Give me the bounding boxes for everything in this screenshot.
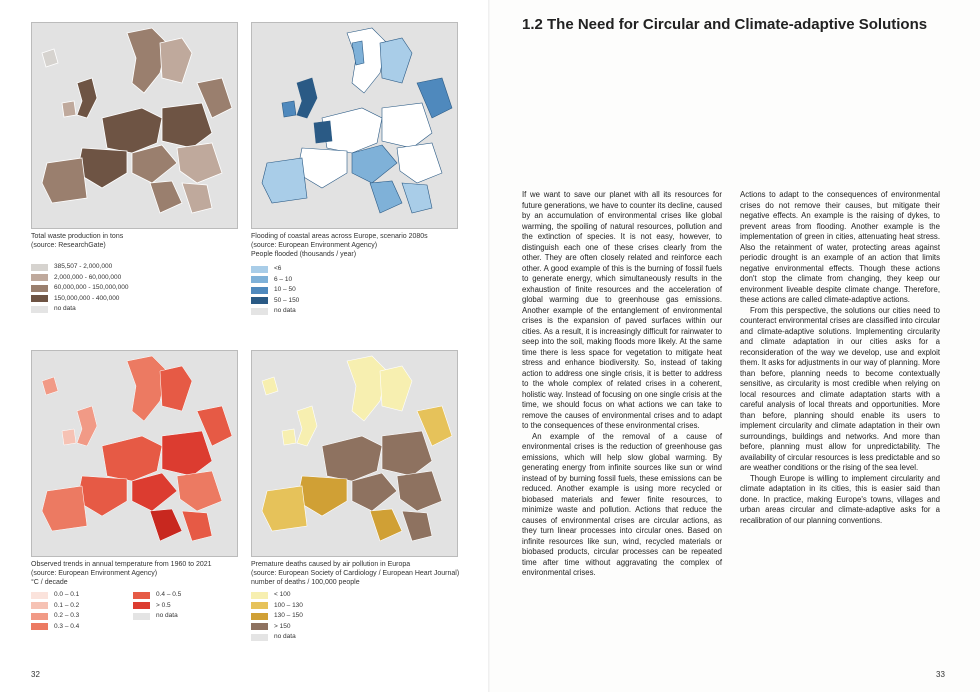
air-pollution-map-caption [251, 560, 461, 587]
legend-swatch [133, 602, 150, 609]
legend-label: 10 – 50 [274, 286, 296, 294]
caption-line: number of deaths / 100,000 people [251, 579, 360, 586]
temperature-legend-col2 [133, 590, 181, 622]
legend-item [133, 611, 181, 622]
caption-line: Flooding of coastal areas across Europe, scenario 2080s [251, 233, 428, 240]
temperature-legend-col1 [31, 590, 79, 632]
legend-swatch [251, 308, 268, 315]
legend-label: 150,000,000 - 400,000 [54, 294, 120, 302]
legend-label: 0.4 – 0.5 [156, 591, 182, 599]
page-number-right: 33 [936, 670, 945, 679]
caption-line: (source: European Environment Agency) [31, 570, 158, 577]
legend-item [251, 275, 299, 286]
flooding-map [251, 22, 458, 229]
legend-label: > 0.5 [156, 601, 171, 609]
legend-label: 130 – 150 [274, 612, 303, 620]
legend-swatch [251, 613, 268, 620]
legend-swatch [251, 266, 268, 273]
flooding-map-caption [251, 232, 461, 259]
caption-line: Observed trends in annual temperature from 1960 to 2021 [31, 561, 212, 568]
paragraph: Though Europe is willing to implement circularity and climate adaptation in its cities, this is easier said than done. In practice, making Europe's towns, villages and urban areas circular and climate-adaptive asks for a recalibration of our planning conventions. [740, 473, 940, 525]
waste-map [31, 22, 238, 229]
paragraph: Actions to adapt to the consequences of environmental crises do not remove their causes, but mitigate their negative effects. An example is the raising of dykes, to prevent areas from flooding. Another example is the implementation of green in cities, attenuating heat stress. Also the retainment of water, protecting areas against periodic drought is an example of an action that limits negative environmental effects. Though these actions don't stop the climate from changing, they keep our environment liveable despite climate change. Therefore, these actions are called climate-adaptive actions. [740, 190, 940, 304]
legend-label: 2,000,000 - 60,000,000 [54, 273, 122, 281]
legend-item [251, 611, 303, 622]
legend-label: no data [274, 307, 296, 315]
legend-label: > 150 [274, 622, 291, 630]
temperature-map-caption [31, 560, 241, 587]
legend-swatch [251, 287, 268, 294]
legend-item [31, 611, 79, 622]
legend-swatch [31, 613, 48, 620]
section-heading: 1.2 The Need for Circular and Climate-adaptive Solutions [522, 16, 928, 33]
legend-swatch [31, 306, 48, 313]
legend-item [31, 294, 128, 305]
caption-line: Premature deaths caused by air pollution in Europa [251, 561, 411, 568]
legend-item [133, 601, 181, 612]
legend-item [251, 264, 299, 275]
legend-swatch [31, 285, 48, 292]
legend-swatch [31, 274, 48, 281]
legend-swatch [31, 623, 48, 630]
legend-item [251, 601, 303, 612]
legend-swatch [251, 297, 268, 304]
air-pollution-map [251, 350, 458, 557]
page-number-left: 32 [31, 670, 40, 679]
text-column-1 [522, 190, 722, 579]
caption-line: (source: European Environment Agency) [251, 242, 378, 249]
legend-label: no data [274, 633, 296, 641]
flooding-legend [251, 264, 299, 317]
paragraph: An example of the removal of a cause of environmental crises is the reduction of greenhouse gas emissions, which will help slow global warming. By generating energy from infinite sources like sun or wind instead of by burning fossil fuels, these emissions can be reduced. Another example is using more recycled or biobased materials and fewer finite resources, to minimize waste and pollution. Actions that reduce the causes of environmental crises are circular actions, as they turn linear processes into circular ones. Based on infinite resources like sun, wind, recycled materials or biobased products, circular processes can be repeated time after time without aggravating the complex of environmental crises. [522, 431, 722, 577]
caption-line: People flooded (thousands / year) [251, 251, 357, 258]
caption-line: (source: ResearchGate) [31, 242, 106, 249]
text-column-2 [740, 190, 940, 526]
caption-line: (source: European Society of Cardiology / European Heart Journal) [251, 570, 460, 577]
legend-label: 60,000,000 - 150,000,000 [54, 284, 129, 292]
legend-swatch [31, 295, 48, 302]
legend-swatch [31, 602, 48, 609]
legend-label: 0.1 – 0.2 [54, 601, 80, 609]
legend-swatch [251, 276, 268, 283]
legend-item [31, 622, 79, 633]
legend-swatch [251, 634, 268, 641]
legend-item [31, 262, 128, 273]
legend-item [31, 590, 79, 601]
caption-line: Total waste production in tons [31, 233, 124, 240]
legend-label: 100 – 130 [274, 601, 303, 609]
legend-swatch [251, 623, 268, 630]
legend-label: 385,507 - 2,000,000 [54, 263, 113, 271]
legend-label: 0.2 – 0.3 [54, 612, 80, 620]
legend-label: < 100 [274, 591, 291, 599]
legend-item [31, 304, 128, 315]
paragraph: If we want to save our planet with all its resources for future generations, we have to counter its decline, caused by an accumulation of environmental crises like global warming, the spoiling of natural resources, pollution and the extinction of species. It is not easy, however, to distinguish each one of these crises clearly from the other. They are often closely related and reinforce each other. A good example of this is the burning of fossil fuels to generate energy, which simultaneously results in the exhaustion of finite resources and the acceleration of global warming due to greenhouse gas emissions. Another example of the entanglement of environmental crises is the expansion of paved surfaces within our cities. As a result, it is increasingly difficult for rainwater to seep into the soil, making floods more likely. At the same time there is less space for vegetation to mitigate heat stress and enhance biodiversity. So, instead of taking action to address one single crisis, it is better to address to the whole complex of related crises in a coherent, holistic way. Instead of focusing on one single crisis at the time, we should focus on what actions we can take to remove the causes of environmental crises and to adapt to the consequences of these environmental crises. [522, 190, 722, 430]
legend-label: 50 – 150 [274, 296, 300, 304]
paragraph: From this perspective, the solutions our cities need to counteract environmental crises are classified into circular and climate-adaptive solutions. Implementing circularity and climate adaptation in our cities asks for a reconsideration of the way we develop, use and exploit them. It asks for adjustments in our way of planning. More than before, planning needs to become contextually sensitive, as circularity is most credible when relying on local resources and climate adaptation starts with a careful analysis of local threats and opportunities. More than before, planning should enable its users to implement circularity and climate adaptation in their own surroundings, buildings and networks. And more than before, planning must allow for unpredictability. The availability of circular resources is less predictable and so are weather conditions or the rising of the sea level. [740, 305, 940, 472]
legend-label: <6 [274, 265, 282, 273]
legend-item [31, 601, 79, 612]
legend-swatch [133, 592, 150, 599]
legend-item [251, 590, 303, 601]
waste-legend [31, 262, 128, 315]
legend-item [251, 622, 303, 633]
legend-item [251, 306, 299, 317]
legend-item [31, 283, 128, 294]
temperature-map [31, 350, 238, 557]
legend-item [251, 632, 303, 643]
legend-item [31, 273, 128, 284]
waste-map-caption [31, 232, 241, 250]
legend-label: no data [54, 305, 76, 313]
legend-label: no data [156, 612, 178, 620]
air-pollution-legend [251, 590, 303, 643]
legend-item [133, 590, 181, 601]
legend-swatch [31, 592, 48, 599]
legend-label: 0.3 – 0.4 [54, 622, 80, 630]
legend-swatch [251, 602, 268, 609]
legend-item [251, 296, 299, 307]
caption-line: °C / decade [31, 579, 68, 586]
legend-swatch [133, 613, 150, 620]
legend-swatch [31, 264, 48, 271]
legend-label: 6 – 10 [274, 275, 293, 283]
legend-swatch [251, 592, 268, 599]
legend-label: 0.0 – 0.1 [54, 591, 80, 599]
legend-item [251, 285, 299, 296]
